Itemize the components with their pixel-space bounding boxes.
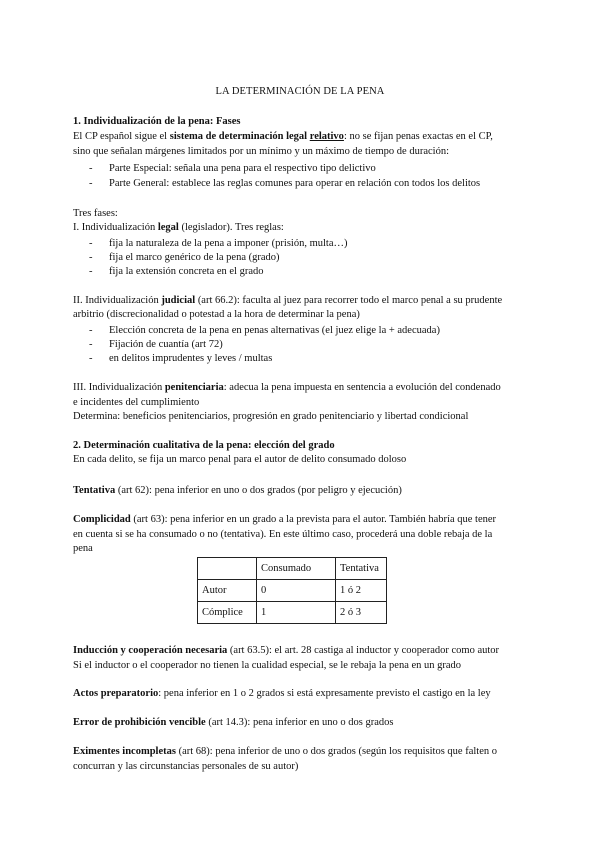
bullet-marker: - <box>89 325 93 336</box>
complicidad-bold: Complicidad <box>73 514 131 525</box>
tentativa-post: (art 62): pena inferior en uno o dos grados (por peligro y ejecución) <box>115 485 402 496</box>
fase-3-line <box>73 381 501 394</box>
s1-paragraph-line-2: sino que señalan márgenes limitados por un mínimo y un máximo de tiempo de duración: <box>73 146 449 157</box>
error-bold: Error de prohibición vencible <box>73 717 206 728</box>
bullet-marker: - <box>89 178 93 189</box>
s2-intro: En cada delito, se fija un marco penal para el autor de delito consumado doloso <box>73 454 407 465</box>
induccion-post: (art 63.5): el art. 28 castiga al inductor y cooperador como autor <box>227 645 500 656</box>
fase-2-line-2: arbitrio (discrecionalidad o potestad a la hora de determinar la pena) <box>73 309 360 320</box>
section-2-heading-text: 2. Determinación cualitativa de la pena: elección del grado <box>73 440 335 451</box>
section-2-heading <box>73 439 335 452</box>
fase-3-line-2: e incidentes del cumplimiento <box>73 397 200 408</box>
table-row <box>198 602 387 624</box>
complicidad-post: (art 63): pena inferior en un grado a la prevista para el autor. También habría que tener <box>130 514 497 525</box>
list-item: fija la extensión concreta en el grado <box>109 266 264 277</box>
list-item: Parte General: establece las reglas comunes para operar en relación con todos los delitos <box>109 178 481 189</box>
s1-p1-bold-underlined: relativo <box>309 131 344 142</box>
grades-table <box>197 557 387 624</box>
table-cell: Cómplice <box>198 602 257 624</box>
fase-3-bold: penitenciaria <box>164 382 224 393</box>
complicidad-line-2: en cuenta si se ha consumado o no (tentativa). En este último caso, procederá una doble rebaja de la <box>73 529 493 540</box>
list-item: fija el marco genérico de la pena (grado) <box>109 252 280 263</box>
table-cell: Autor <box>198 580 257 602</box>
tentativa-bold: Tentativa <box>73 485 116 496</box>
bullet-marker: - <box>89 252 93 263</box>
section-1-heading-text: 1. Individualización de la pena: Fases <box>73 116 241 127</box>
table-header-cell <box>198 558 257 580</box>
complicidad-line <box>73 513 496 526</box>
fase-1-bold: legal <box>157 222 179 233</box>
fase-1-line <box>73 221 284 234</box>
induccion-line <box>73 644 499 657</box>
table-header-row <box>198 558 387 580</box>
error-line <box>73 716 394 729</box>
error-post: (art 14.3): pena inferior en uno o dos grados <box>205 717 394 728</box>
s1-p1-post: : no se fijan penas exactas en el CP, <box>343 131 493 142</box>
eximentes-line <box>73 745 497 758</box>
eximentes-bold: Eximentes incompletas <box>73 746 176 757</box>
table-header-cell: Tentativa <box>336 558 387 580</box>
s1-p1-bold: sistema de determinación legal <box>169 131 310 142</box>
complicidad-line-3: pena <box>73 543 93 554</box>
table-cell: 2 ó 3 <box>336 602 387 624</box>
fase-3-line-3: Determina: beneficios penitenciarios, progresión en grado penitenciario y libertad condicional <box>73 411 469 422</box>
tentativa-line <box>73 484 402 497</box>
table-cell: 1 <box>257 602 336 624</box>
eximentes-line-2: concurran y las circunstancias personales de su autor) <box>73 761 299 772</box>
fase-2-bold: judicial <box>161 295 196 306</box>
actos-post: : pena inferior en 1 o 2 grados si está expresamente previsto el castigo en la ley <box>158 688 491 699</box>
actos-line <box>73 687 491 700</box>
fase-3-pre: III. Individualización <box>73 382 165 393</box>
table-header-cell: Consumado <box>257 558 336 580</box>
actos-bold: Actos preparatorio <box>73 688 159 699</box>
list-item: Fijación de cuantía (art 72) <box>109 339 223 350</box>
s1-paragraph-line-1 <box>73 130 493 143</box>
bullet-marker: - <box>89 353 93 364</box>
fase-3-post: : adecua la pena impuesta en sentencia a evolución del condenado <box>223 382 501 393</box>
bullet-marker: - <box>89 238 93 249</box>
fase-2-line <box>73 294 502 307</box>
fase-1-pre: I. Individualización <box>73 222 158 233</box>
table-row <box>198 580 387 602</box>
fase-1-post: (legislador). Tres reglas: <box>178 222 284 233</box>
list-item: Parte Especial: señala una pena para el respectivo tipo delictivo <box>109 163 376 174</box>
fase-2-pre: II. Individualización <box>73 295 162 306</box>
tres-fases-label: Tres fases: <box>73 208 118 219</box>
list-item: en delitos imprudentes y leves / multas <box>109 353 273 364</box>
eximentes-post: (art 68): pena inferior de uno o dos grados (según los requisitos que falten o <box>175 746 497 757</box>
s1-p1-pre: El CP español sigue el <box>73 131 170 142</box>
bullet-marker: - <box>89 163 93 174</box>
table-cell: 1 ó 2 <box>336 580 387 602</box>
list-item: fija la naturaleza de la pena a imponer (prisión, multa…) <box>109 238 348 249</box>
induccion-bold: Inducción y cooperación necesaria <box>73 645 228 656</box>
list-item: Elección concreta de la pena en penas alternativas (el juez elige la + adecuada) <box>109 325 440 336</box>
page-title: LA DETERMINACIÓN DE LA PENA <box>215 86 385 97</box>
table-cell: 0 <box>257 580 336 602</box>
fase-2-post: (art 66.2): faculta al juez para recorrer todo el marco penal a su prudente <box>195 295 503 306</box>
induccion-line-2: Si el inductor o el cooperador no tienen la cualidad especial, se le rebaja la pena en un grado <box>73 660 462 671</box>
section-1-heading <box>73 115 240 128</box>
bullet-marker: - <box>89 339 93 350</box>
bullet-marker: - <box>89 266 93 277</box>
